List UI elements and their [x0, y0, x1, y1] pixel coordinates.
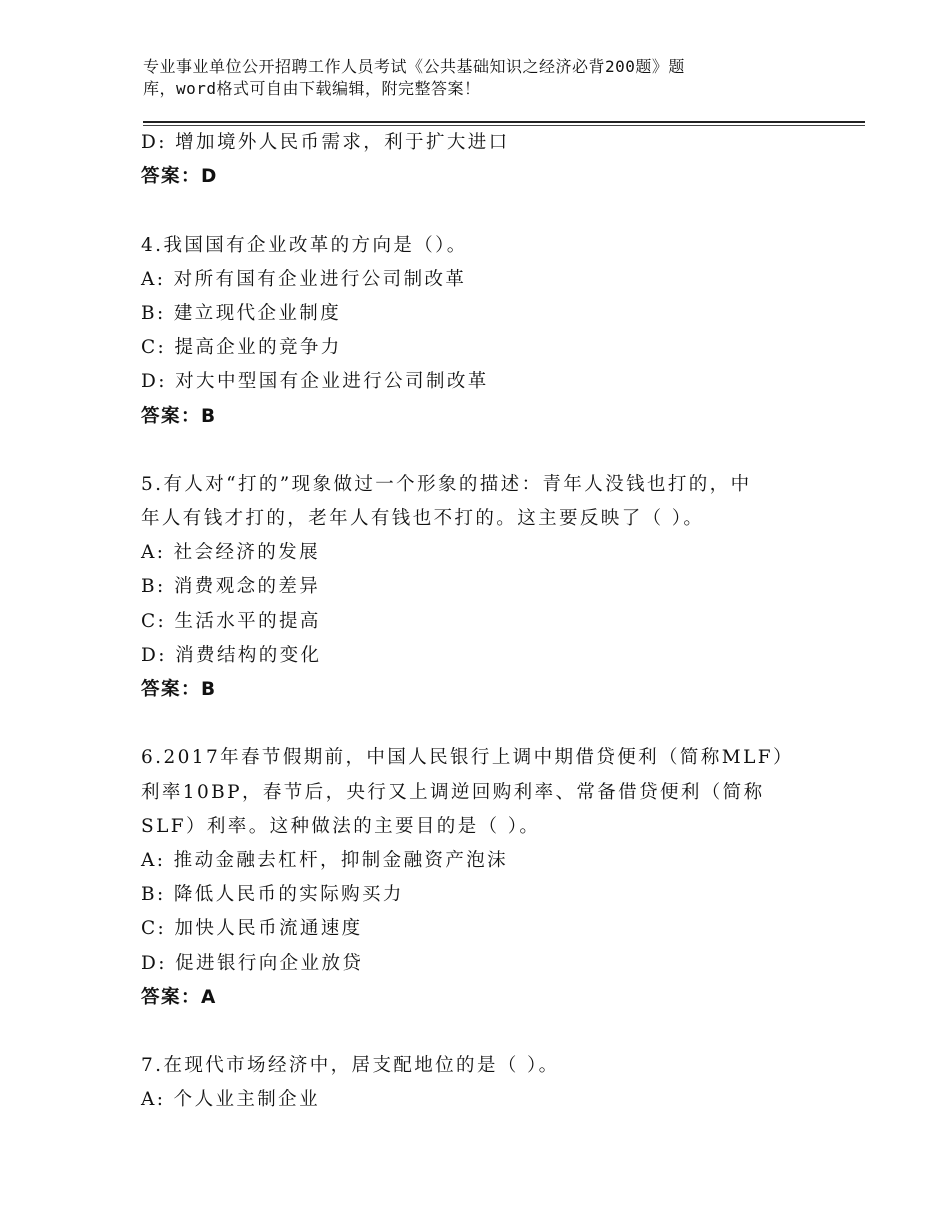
document-header — [143, 56, 783, 100]
header-title-line-2: 库，word格式可自由下载编辑，附完整答案！ — [143, 79, 481, 98]
question-4-option-b: B: 建立现代企业制度 — [141, 302, 342, 324]
question-4-option-c: C: 提高企业的竞争力 — [141, 337, 342, 359]
question-6-option-c: C: 加快人民币流通速度 — [141, 918, 363, 940]
header-title-line-1: 专业事业单位公开招聘工作人员考试《公共基础知识之经济必背200题》题 — [143, 57, 685, 76]
question-6-option-d: D: 促进银行向企业放贷 — [141, 952, 364, 974]
question-5-option-b: B: 消费观念的差异 — [141, 576, 321, 598]
question-6-answer: 答案：A — [141, 986, 217, 1008]
question-4-answer: 答案：B — [141, 405, 217, 427]
question-4-block — [141, 229, 801, 434]
question-7-option-a: A: 个人业主制企业 — [141, 1089, 320, 1111]
spacer — [141, 707, 801, 741]
question-7-stem: 7.在现代市场经济中，居支配地位的是（ ）。 — [141, 1055, 560, 1077]
question-4-option-d: D: 对大中型国有企业进行公司制改革 — [141, 371, 489, 393]
question-3-answer: 答案：D — [141, 166, 218, 188]
question-5-option-a: A: 社会经济的发展 — [141, 542, 320, 564]
question-6-stem-line-3: SLF）利率。这种做法的主要目的是（ ）。 — [141, 815, 541, 837]
question-3-block — [141, 126, 801, 194]
question-4-stem: 4.我国国有企业改革的方向是（）。 — [141, 234, 468, 256]
question-5-answer: 答案：B — [141, 679, 217, 700]
question-content — [141, 126, 801, 1117]
question-6-stem-line-2: 利率10BP，春节后，央行又上调逆回购利率、常备借贷便利（简称 — [141, 781, 765, 803]
question-6-option-a: A: 推动金融去杠杆，抑制金融资产泡沫 — [141, 849, 509, 871]
question-6-stem-line-1: 6.2017年春节假期前，中国人民银行上调中期借贷便利（简称MLF） — [141, 747, 794, 769]
spacer — [141, 194, 801, 228]
question-6-block — [141, 741, 801, 1015]
question-5-option-d: D: 消费结构的变化 — [141, 644, 322, 666]
question-7-block — [141, 1049, 801, 1117]
question-4-option-a: A: 对所有国有企业进行公司制改革 — [141, 268, 467, 290]
question-5-option-c: C: 生活水平的提高 — [141, 610, 321, 632]
spacer — [141, 1015, 801, 1049]
header-divider-thick — [143, 121, 865, 123]
question-3-option-d: D: 增加境外人民币需求，利于扩大进口 — [141, 132, 510, 153]
question-5-stem-line-2: 年人有钱才打的，老年人有钱也不打的。这主要反映了（ ）。 — [141, 508, 705, 530]
spacer — [141, 434, 801, 468]
question-6-option-b: B: 降低人民币的实际购买力 — [141, 884, 404, 906]
question-5-stem-line-1: 5.有人对“打的”现象做过一个形象的描述：青年人没钱也打的，中 — [141, 473, 752, 495]
question-5-block — [141, 468, 801, 707]
